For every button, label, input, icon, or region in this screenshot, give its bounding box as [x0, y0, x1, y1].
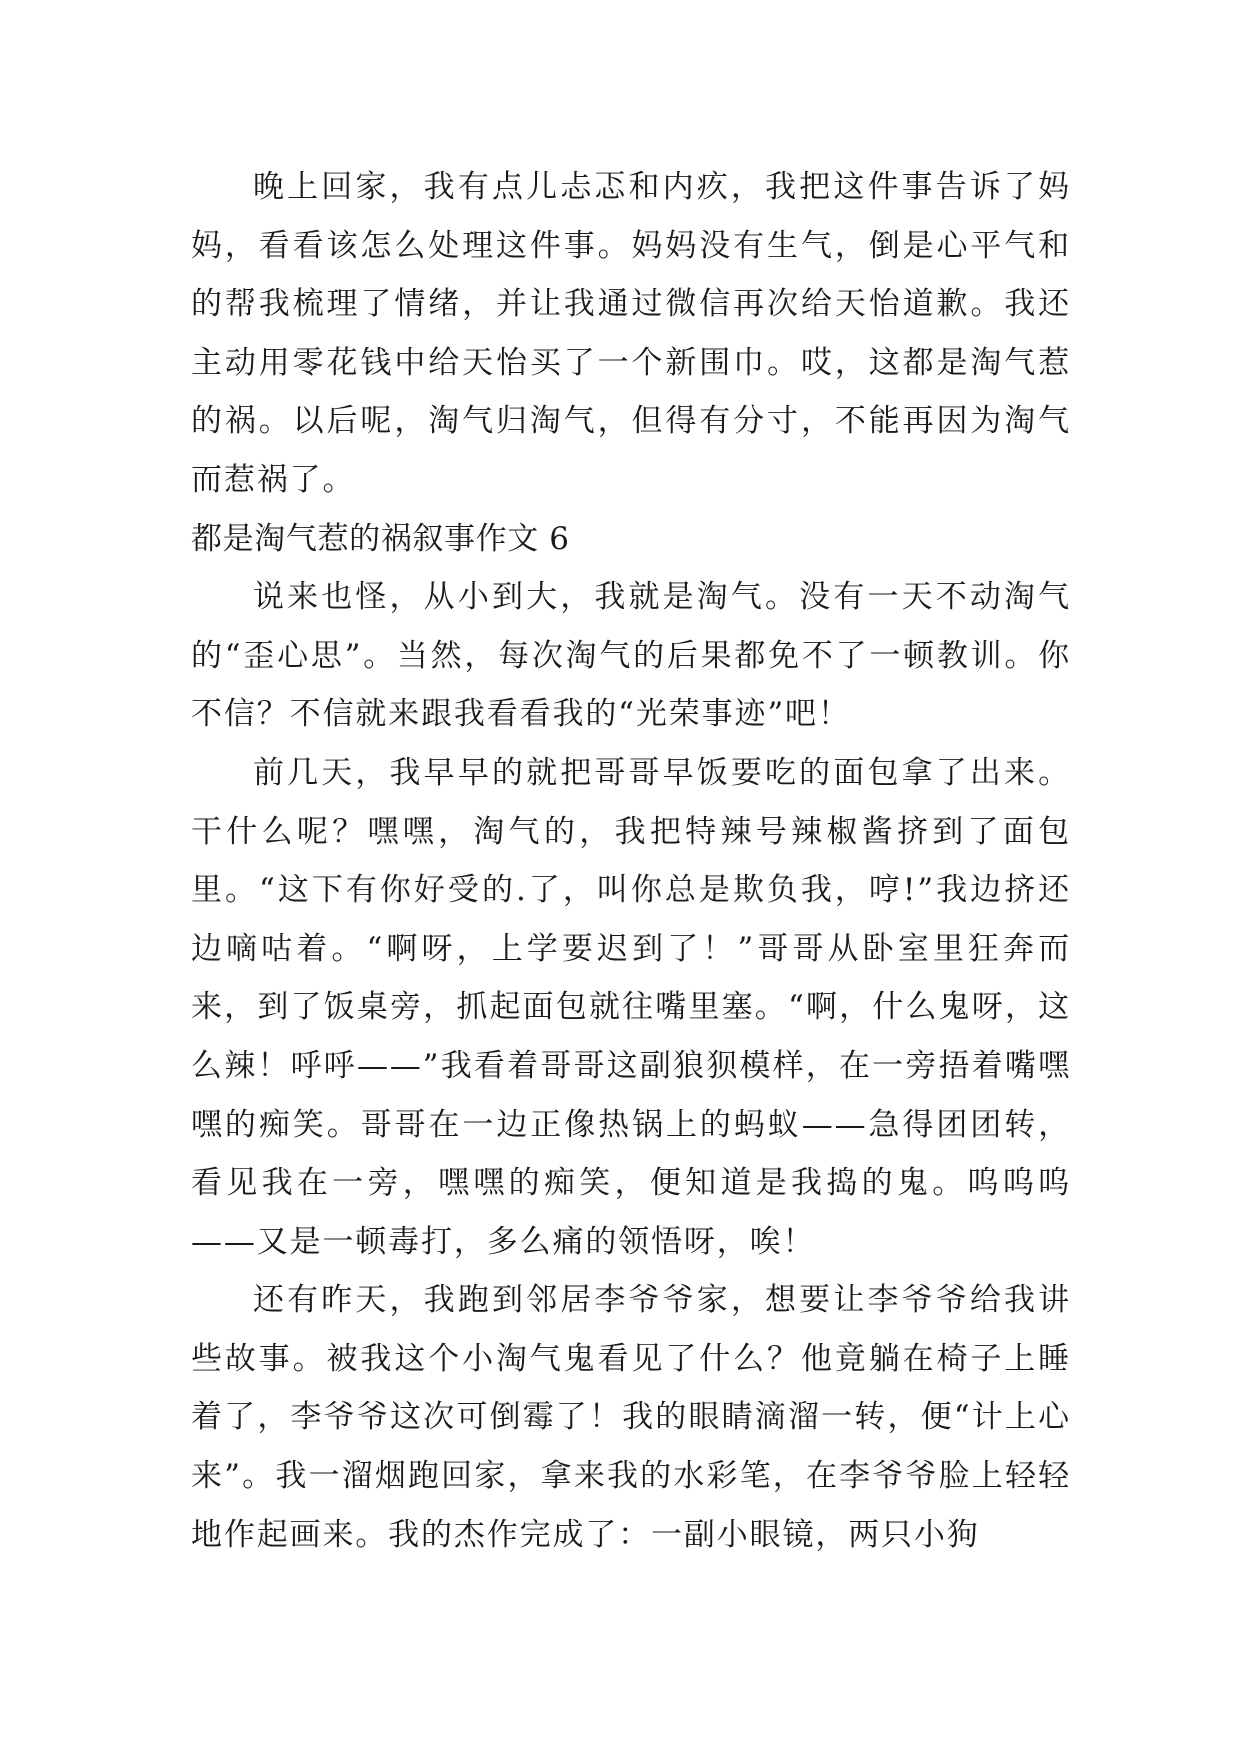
section-heading: 都是淘气惹的祸叙事作文 6 — [191, 520, 570, 557]
paragraph: 前几天，我早早的就把哥哥早饭要吃的面包拿了出来。干什么呢？嘿嘿，淘气的，我把特辣号辣椒酱挤到了面包里。“这下有你好受的.了，叫你总是欺负我，哼!”我边挤还边嘀咕着。“啊呀，上学要迟到了！”哥哥从卧室里狂奔而来，到了饭桌旁，抓起面包就往嘴里塞。“啊，什么鬼呀，这么辣！呼呼——”我看着哥哥这副狼狈模样，在一旁捂着嘴嘿嘿的痴笑。哥哥在一边正像热锅上的蚂蚁——急得团团转，看见我在一旁，嘿嘿的痴笑，便知道是我捣的鬼。呜呜呜——又是一顿毒打，多么痛的领悟呀，唉！ — [191, 754, 1071, 1260]
paragraph: 晚上回家，我有点儿忐忑和内疚，我把这件事告诉了妈妈，看看该怎么处理这件事。妈妈没有生气，倒是心平气和的帮我梳理了情绪，并让我通过微信再次给天怡道歉。我还主动用零花钱中给天怡买了一个新围巾。哎，这都是淘气惹的祸。以后呢，淘气归淘气，但得有分寸，不能再因为淘气而惹祸了。 — [191, 169, 1071, 498]
paragraph: 说来也怪，从小到大，我就是淘气。没有一天不动淘气的“歪心思”。当然，每次淘气的后果都免不了一顿教训。你不信？不信就来跟我看看我的“光荣事迹”吧！ — [191, 579, 1071, 733]
paragraph: 还有昨天，我跑到邻居李爷爷家，想要让李爷爷给我讲些故事。被我这个小淘气鬼看见了什么？他竟躺在椅子上睡着了，李爷爷这次可倒霉了！我的眼睛滴溜一转，便“计上心来”。我一溜烟跑回家，拿来我的水彩笔，在李爷爷脸上轻轻地作起画来。我的杰作完成了：一副小眼镜，两只小狗 — [191, 1282, 1071, 1553]
document-body — [191, 158, 1071, 1564]
